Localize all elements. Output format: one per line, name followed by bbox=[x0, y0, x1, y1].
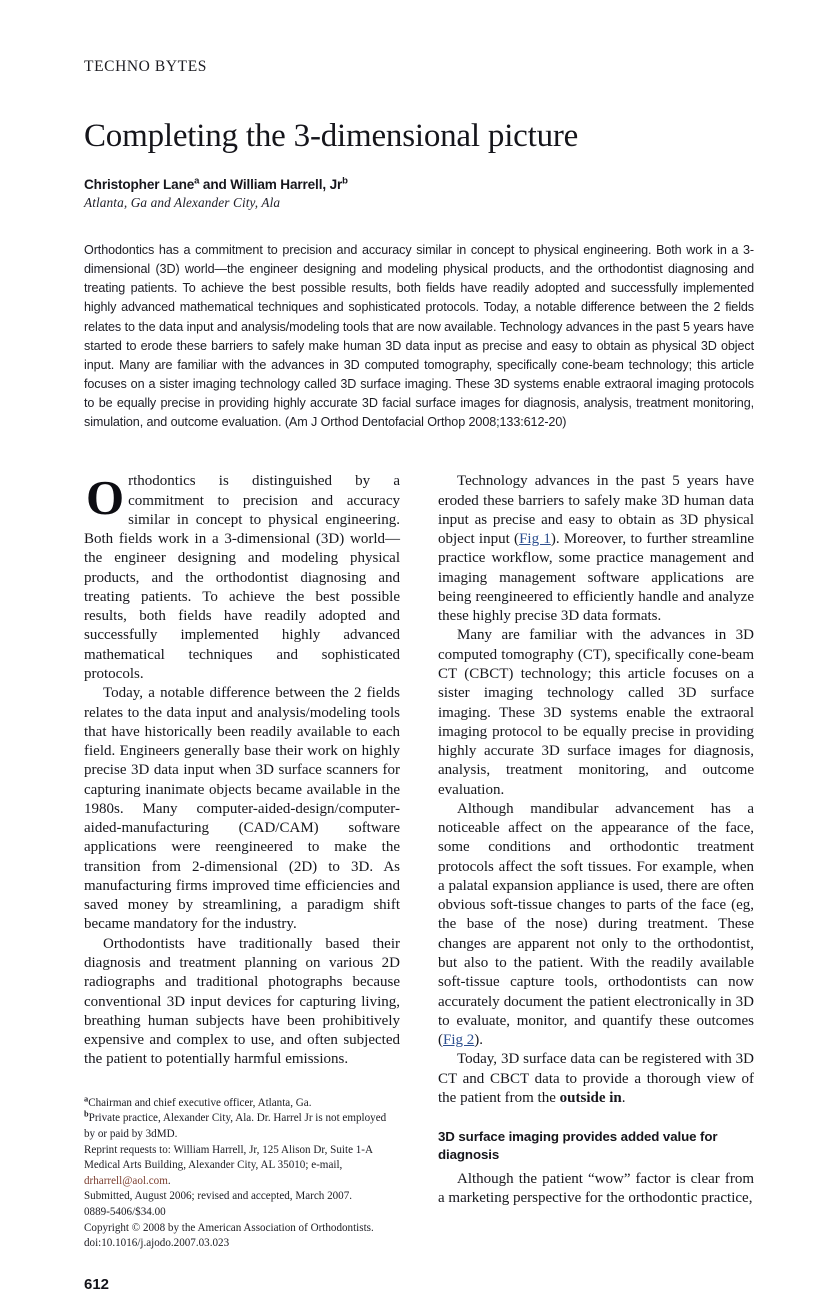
author-affiliation: Atlanta, Ga and Alexander City, Ala bbox=[84, 194, 281, 210]
footnote-copyright: Copyright © 2008 by the American Association of Orthodontists. bbox=[84, 1221, 374, 1234]
footnote-a bbox=[84, 1093, 400, 1112]
footnotes-block bbox=[84, 1093, 400, 1252]
author-a-marker: a bbox=[194, 175, 200, 187]
body-columns bbox=[84, 472, 754, 1293]
page-content bbox=[84, 58, 754, 1293]
footnote-b-text: Private practice, Alexander City, Ala. Dr. Harrel Jr is not employed by or paid by 3dMD. bbox=[84, 1112, 387, 1140]
left-paragraph-2: Today, a notable difference between the 2 fields relates to the data input and analysis/modeling tools that have historically been readily available to each field. Engineers generally base their work on highly precise 3D data input when 3D surface scanners for capturing inanimate objects became available in the 1980s. Many computer-aided-design/computer-aided-manufacturing (CAD/CAM) software applications were reengineered to make the transition from 2-dimensional (2D) to 3D. As manufacturing firms improved time efficiencies and saved money by streamlining, a paradigm shift became mandatory for the industry. bbox=[84, 685, 400, 933]
left-paragraph-1 bbox=[84, 472, 400, 684]
right-paragraph-4-tail: . bbox=[621, 1089, 626, 1106]
right-paragraph-1-tail: ). Moreover, to further streamline practice workflow, some practice management and imaging management software applications are being reengineered to efficiently handle and analyze these highly precise 3D data formats. bbox=[438, 531, 754, 625]
right-paragraph-4-head: Today, 3D surface data can be registered with 3D CT and CBCT data to provide a thorough view of the patient from the bbox=[438, 1051, 754, 1106]
emphasis-outside-in: outside in bbox=[559, 1089, 622, 1106]
author-line bbox=[84, 177, 754, 192]
footnote-a-marker: a bbox=[84, 1093, 89, 1103]
author-b-marker: b bbox=[342, 175, 348, 187]
right-paragraph-4 bbox=[438, 1050, 754, 1108]
footnote-reprint-text: Reprint requests to: William Harrell, Jr, 125 Alison Dr, Suite 1-A Medical Arts Building, Alexander City, AL 35010; e-mail, bbox=[84, 1143, 373, 1172]
footnote-b bbox=[84, 1111, 400, 1142]
article-abstract: Orthodontics has a commitment to precision and accuracy similar in concept to physical engineering. Both work in a 3-dimensional (3D) world—the engineer designing and modeling physical products, and the orthodontist diagnosing and treating patients. To achieve the best possible results, both fields have readily adopted and successfully implemented highly advanced mathematical techniques and sophisticated protocols. Today, a notable difference between the 2 fields relates to the data input and analysis/modeling tools that are now available. Technology advances in the past 5 years have started to erode these barriers to safely make human 3D data input as precise and easy to obtain as physical 3D object input. Many are familiar with the advances in 3D computed tomography, specifically cone-beam technology; this article focuses on a sister imaging technology called 3D surface imaging. These 3D systems enable extraoral imaging protocols to be equally precise in providing highly accurate 3D facial surface images for diagnosis, analysis, treatment monitoring, simulation, and outcome evaluation. (Am J Orthod Dentofacial Orthop 2008;133:612-20) bbox=[84, 242, 754, 430]
section-kicker: TECHNO BYTES bbox=[84, 58, 208, 75]
footnote-reprint-tail: . bbox=[167, 1174, 171, 1187]
right-column bbox=[438, 472, 754, 1293]
left-paragraph-3: Orthodontists have traditionally based their diagnosis and treatment planning on various 2D radiographs and traditional photographs because conventional 3D input devices for capturing living, breathing human subjects have been prohibitively expensive and complex to use, and often subjected the patient to potentially harmful emissions. bbox=[84, 935, 400, 1068]
footnote-reprint bbox=[84, 1143, 400, 1190]
footnote-submitted: Submitted, August 2006; revised and accepted, March 2007. bbox=[84, 1190, 353, 1203]
article-title: Completing the 3-dimensional picture bbox=[84, 118, 579, 154]
author-first: Christopher Lane bbox=[84, 176, 195, 192]
right-paragraph-3-tail: ). bbox=[474, 1032, 484, 1049]
section-subheading: 3D surface imaging provides added value for diagnosis bbox=[438, 1129, 718, 1162]
right-paragraph-1-head: Technology advances in the past 5 years have eroded these barriers to safely make 3D human data input as precise and easy to obtain as 3D physical object input ( bbox=[438, 473, 754, 548]
drop-cap: O bbox=[86, 470, 125, 526]
email-link[interactable]: drharrell@aol.com bbox=[84, 1174, 168, 1187]
right-paragraph-5: Although the patient “wow” factor is clear from a marketing perspective for the orthodontic practice, bbox=[438, 1171, 754, 1207]
right-paragraph-3-head: Although mandibular advancement has a noticeable affect on the appearance of the face, some conditions and orthodontic treatment protocols affect the soft tissues. For example, when a palatal expansion appliance is used, there are often obvious soft-tissue changes to parts of the face (eg, the base of the nose) during treatment. These changes are apparent not only to the orthodontist, but also to the patient. With the readily available soft-tissue capture tools, orthodontists can now accurately document the patient electronically in 3D to evaluate, monitor, and quantify these outcomes ( bbox=[438, 800, 754, 1049]
left-paragraph-1-text: rthodontics is distinguished by a commitment to precision and accuracy similar in concept to physical engineering. Both fields work in a 3-dimensional (3D) world—the engineer designing and modeling physical products, and the orthodontist diagnosing and treating patients. To achieve the best possible results, both fields have readily adopted and successfully implemented highly advanced mathematical techniques and sophisticated protocols. bbox=[84, 473, 400, 683]
figure-1-link[interactable]: Fig 1 bbox=[519, 531, 551, 548]
right-paragraph-1 bbox=[438, 472, 754, 626]
footnote-a-text: Chairman and chief executive officer, Atlanta, Ga. bbox=[88, 1096, 312, 1109]
author-second: and William Harrell, Jr bbox=[199, 176, 343, 192]
footnote-issn: 0889-5406/$34.00 bbox=[84, 1206, 166, 1219]
right-paragraph-3 bbox=[438, 800, 754, 1050]
footnote-b-marker: b bbox=[84, 1109, 89, 1119]
left-column bbox=[84, 472, 400, 1293]
footnote-doi: doi:10.1016/j.ajodo.2007.03.023 bbox=[84, 1237, 230, 1250]
figure-2-link[interactable]: Fig 2 bbox=[443, 1032, 475, 1049]
page-number: 612 bbox=[84, 1276, 110, 1293]
right-paragraph-2: Many are familiar with the advances in 3D computed tomography (CT), specifically cone-beam CT (CBCT) technology; this article focuses on a sister imaging technology called 3D surface imaging. These 3D systems enable the extraoral imaging protocol to be equally precise in providing highly accurate 3D surface images for diagnosis, analysis, treatment monitoring, and outcome evaluation. bbox=[438, 627, 754, 798]
